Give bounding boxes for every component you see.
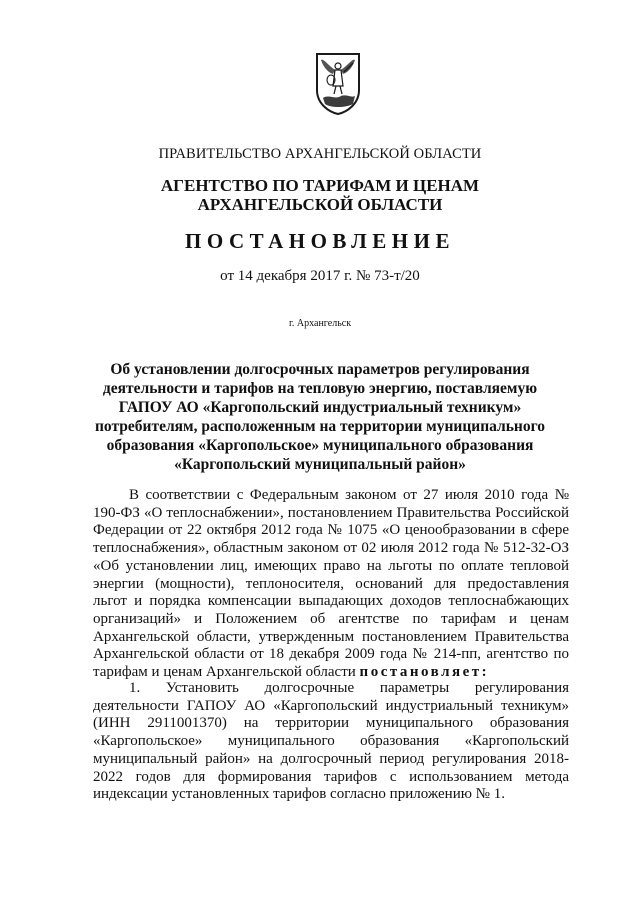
resolves-word: постановляет:: [359, 664, 490, 681]
clause-1-text: 1. Установить долгосрочные параметры регулирования деятельности ГАПОУ АО «Каргопольский индустриальный техникум» (ИНН 2911001370) на территории муниципального образования «Каргопольское» муниципального образования «Каргопольский муниципальный район» на долгосрочный период регулирования 2018-2022 годов для формирования тарифов с использованием метода индексации установленных тарифов согласно приложению № 1.: [93, 680, 569, 803]
subject-line: ГАПОУ АО «Каргопольский индустриальный техникум»: [118, 399, 522, 416]
agency-title-line2: АРХАНГЕЛЬСКОЙ ОБЛАСТИ: [197, 195, 443, 214]
clause-1-paragraph: [93, 680, 569, 804]
subject-title: [0, 360, 640, 474]
agency-title: [0, 176, 640, 214]
coat-of-arms-icon: [313, 50, 363, 116]
subject-line: «Каргопольский муниципальный район»: [174, 456, 466, 473]
document-type: ПОСТАНОВЛЕНИЕ: [185, 229, 455, 253]
date-and-number: от 14 декабря 2017 г. № 73-т/20: [220, 268, 420, 284]
city-name: г. Архангельск: [288, 318, 352, 329]
subject-line: деятельности и тарифов на тепловую энергию, поставляемую: [102, 380, 538, 397]
subject-line: потребителям, расположенным на территории муниципального: [95, 418, 545, 435]
subject-line: образования «Каргопольское» муниципального образования: [106, 437, 534, 454]
preamble-paragraph: [93, 487, 569, 682]
government-title: ПРАВИТЕЛЬСТВО АРХАНГЕЛЬСКОЙ ОБЛАСТИ: [158, 146, 482, 162]
subject-line: Об установлении долгосрочных параметров регулирования: [110, 361, 530, 378]
agency-title-line1: АГЕНТСТВО ПО ТАРИФАМ И ЦЕНАМ: [160, 176, 480, 195]
preamble-text: В соответствии с Федеральным законом от 27 июля 2010 года № 190-ФЗ «О теплоснабжении», постановлением Правительства Российской Федерации от 22 октября 2012 года № 1075 «О ценообразовании в сфере теплоснабжения», областным законом от 02 июля 2012 года № 512-32-ОЗ «Об установлении лиц, имеющих право на льготы по оплате тепловой энергии (мощности), теплоносителя, оснований для предоставления льгот и порядка компенсации выпадающих доходов теплоснабжающих организаций» и Положением об агентстве по тарифам и ценам Архангельской области, утвержденным постановлением Правительства Архангельской области от 18 декабря 2009 года № 214-пп, агентство по тарифам и ценам Архангельской области: [93, 487, 569, 681]
